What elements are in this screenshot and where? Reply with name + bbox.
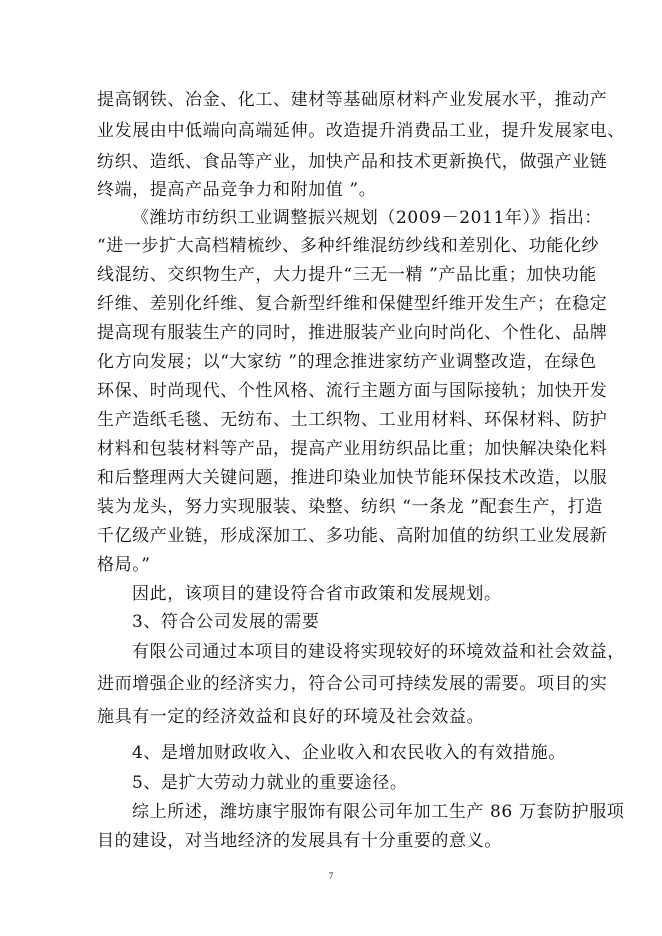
paragraph-1-line-2: 业发展由中低端向高端延伸。改造提升消费品工业，提升发展家电、 (97, 121, 625, 141)
paragraph-2-line-9: 材料和包装材料等产品，提高产业用纺织品比重；加快解决染化料 (97, 439, 608, 459)
paragraph-5-line-2: 进而增强企业的经济实力，符合公司可持续发展的需要。项目的实 (97, 674, 608, 694)
paragraph-2-line-13: 格局。” (97, 555, 151, 575)
paragraph-2-line-7: 环保、时尚现代、个性风格、流行主题方面与国际接轨；加快开发 (97, 381, 608, 401)
paragraph-2-line-2: “进一步扩大高档精梳纱、多种纤维混纺纱线和差别化、功能化纱 (97, 236, 600, 256)
paragraph-2-line-3: 线混纺、交织物生产，大力提升“三无一精 ”产品比重；加快功能 (97, 265, 597, 285)
paragraph-1-line-1: 提高钢铁、冶金、化工、建材等基础原材料产业发展水平，推动产 (97, 90, 608, 110)
conclusion-line-1: 综上所述，潍坊康宇服饰有限公司年加工生产 86 万套防护服项 (132, 802, 625, 822)
paragraph-2-line-10: 和后整理两大关键问题，推进印染业加快节能环保技术改造，以服 (97, 468, 608, 488)
paragraph-2-line-8: 生产造纸毛毯、无纺布、土工织物、工业用材料、环保材料、防护 (97, 410, 608, 430)
page-number: 7 (328, 871, 334, 881)
paragraph-5-line-1: 有限公司通过本项目的建设将实现较好的环境效益和社会效益， (132, 642, 625, 662)
conclusion-line-2: 目的建设，对当地经济的发展具有十分重要的意义。 (97, 831, 502, 851)
paragraph-2-line-5: 提高现有服装生产的同时，推进服装产业向时尚化、个性化、品牌 (97, 323, 608, 343)
paragraph-1-line-3: 纺织、造纸、食品等产业，加快产品和技术更新换代，做强产业链 (97, 152, 608, 172)
paragraph-2-line-12: 千亿级产业链，形成深加工、多功能、高附加值的纺织工业发展新 (97, 526, 608, 546)
section-heading-5: 5、是扩大劳动力就业的重要途径。 (132, 773, 408, 793)
paragraph-3-line-1: 因此，该项目的建设符合省市政策和发展规划。 (132, 584, 502, 604)
paragraph-5-line-3: 施具有一定的经济效益和良好的环境及社会效益。 (97, 707, 485, 727)
paragraph-2-line-6: 化方向发展；以“大家纺 ”的理念推进家纺产业调整改造，在绿色 (97, 352, 597, 372)
paragraph-2-line-4: 纤维、差别化纤维、复合新型纤维和保健型纤维开发生产；在稳定 (97, 294, 608, 314)
paragraph-1-line-4: 终端，提高产品竞争力和附加值 ”。 (97, 180, 377, 200)
section-heading-4: 4、是增加财政收入、企业收入和农民收入的有效措施。 (132, 743, 566, 763)
paragraph-2-line-1: 《潍坊市纺织工业调整振兴规划（2009－2011年）》指出： (132, 208, 603, 228)
paragraph-2-line-11: 装为龙头，努力实现服装、染整、纺织 “一条龙 ”配套生产，打造 (97, 497, 603, 517)
section-heading-3: 3、符合公司发展的需要 (132, 612, 320, 632)
